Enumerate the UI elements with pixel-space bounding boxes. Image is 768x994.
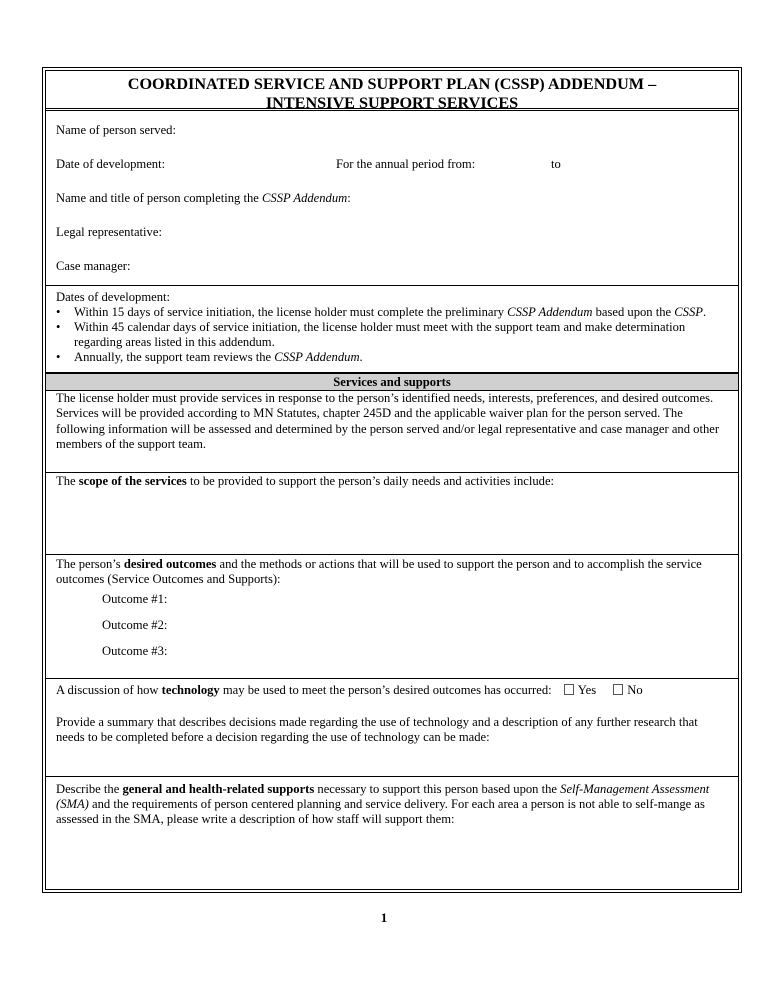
services-header: Services and supports	[46, 373, 738, 391]
name-label: Name of person served:	[56, 123, 176, 137]
technology-summary-prompt: Provide a summary that describes decisions made regarding the use of technology and a description of any further research that needs to be completed before a decision regarding the use of technology can be made:	[56, 715, 698, 744]
dates-list	[56, 305, 728, 365]
services-intro: The license holder must provide services in response to the person’s identified needs, interests, preferences, and desired outcomes. Services will be provided according to MN Statutes, chapter 245D and the applicable waiver plan for the person served. The following information will be assessed and determined by the person served and/or legal representative and case manager and other members of the support team.	[46, 391, 738, 473]
case-manager-label: Case manager:	[56, 259, 131, 273]
annual-period-label: For the annual period from:	[336, 157, 476, 171]
outcome-2-label: Outcome #2:	[102, 618, 168, 632]
legal-rep-label: Legal representative:	[56, 225, 162, 239]
outcome-1-label: Outcome #1:	[102, 592, 168, 606]
completer-label: Name and title of person completing the CSSP Addendum:	[56, 191, 351, 205]
person-info-section	[46, 111, 738, 286]
date-development-label: Date of development:	[56, 157, 166, 171]
list-item: • Within 15 days of service initiation, the license holder must complete the preliminary CSSP Addendum based upon the CSSP.	[56, 305, 728, 320]
cssp-addendum-form	[45, 70, 739, 890]
title-line-1: COORDINATED SERVICE AND SUPPORT PLAN (CSSP) ADDENDUM –	[127, 75, 657, 93]
to-label: to	[551, 157, 561, 171]
dates-heading: Dates of development:	[56, 290, 171, 304]
no-label: No	[627, 683, 643, 697]
title-line-2: INTENSIVE SUPPORT SERVICES	[265, 94, 519, 112]
list-item: • Within 45 calendar days of service initiation, the license holder must meet with the support team and make determination regarding areas listed in this addendum.	[56, 320, 728, 350]
no-checkbox[interactable]	[613, 684, 623, 695]
scope-section: The scope of the services to be provided to support the person’s daily needs and activities include:	[46, 473, 738, 555]
outcomes-prompt: The person’s desired outcomes and the methods or actions that will be used to support the person and to accomplish the service outcomes (Service Outcomes and Supports):	[56, 557, 702, 586]
technology-section	[46, 679, 738, 777]
list-item: • Annually, the support team reviews the CSSP Addendum.	[56, 350, 728, 365]
technology-question: A discussion of how technology may be used to meet the person’s desired outcomes has occurred: Yes No	[56, 683, 643, 697]
page-number: 1	[380, 910, 388, 925]
outcome-3-label: Outcome #3:	[102, 644, 168, 658]
yes-label: Yes	[577, 683, 597, 697]
supports-section: Describe the general and health-related supports necessary to support this person based upon the Self-Management Assessment (SMA) and the requirements of person centered planning and service delivery. For each area a person is not able to self-mange as assessed in the SMA, please write a description of how staff will support them:	[56, 782, 710, 826]
outcomes-section	[46, 555, 738, 679]
yes-checkbox[interactable]	[564, 684, 574, 695]
form-title	[46, 71, 738, 111]
dates-section	[46, 286, 738, 373]
